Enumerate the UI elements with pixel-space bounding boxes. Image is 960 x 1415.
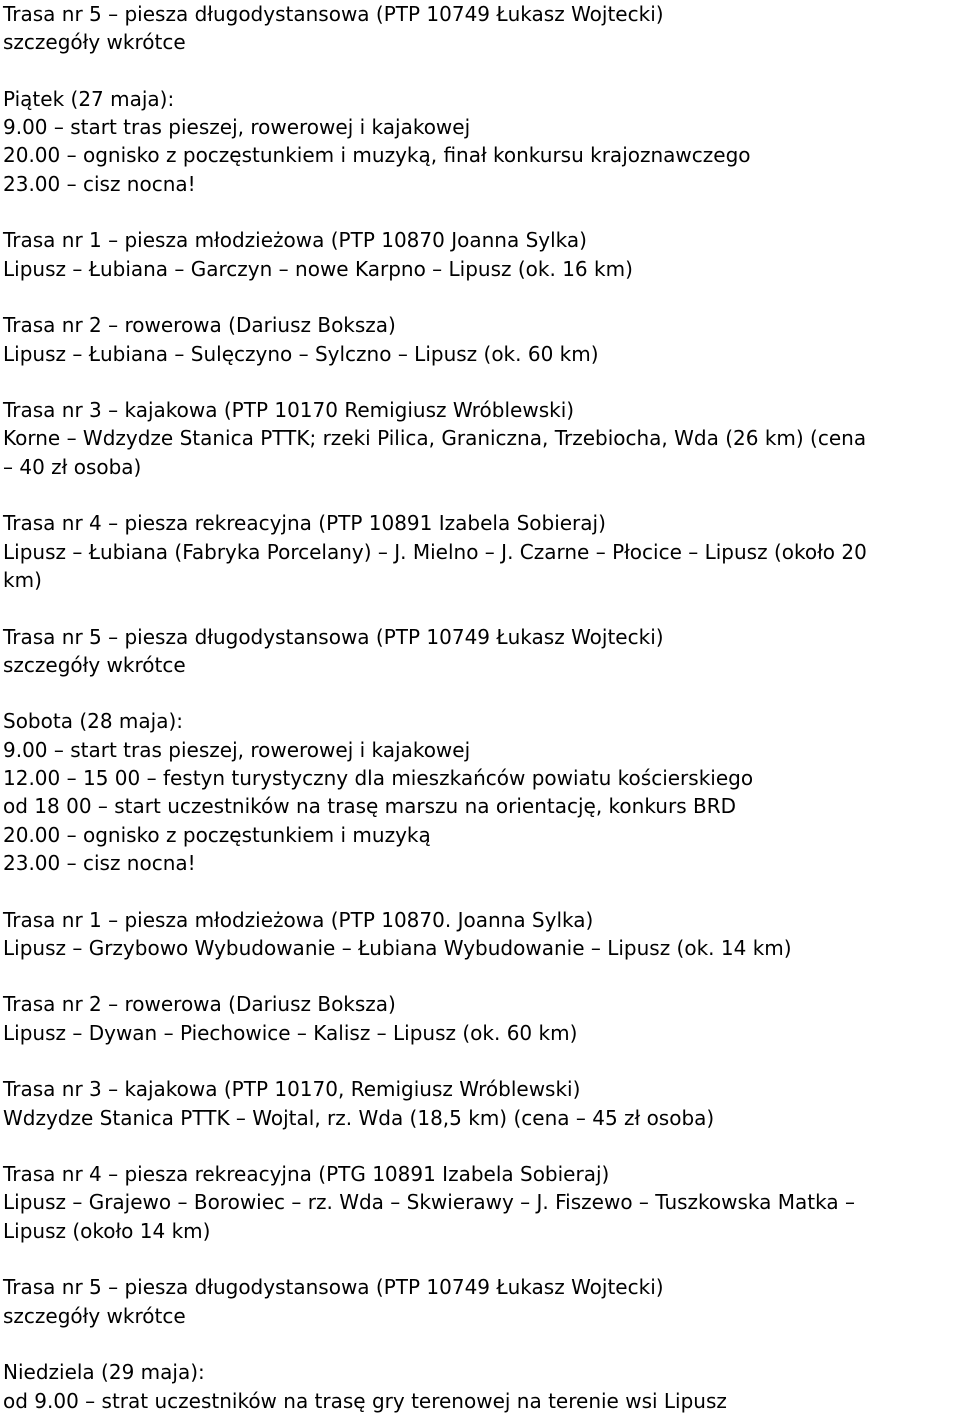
route-details: Lipusz – Łubiana – Garczyn – nowe Karpno – Lipusz (ok. 16 km) — [3, 256, 633, 281]
route-title: Trasa nr 5 – piesza długodystansowa (PTP 10749 Łukasz Wojtecki) — [3, 2, 664, 26]
route-details: Korne – Wdzydze Stanica PTTK; rzeki Pilica, Graniczna, Trzebiocha, Wda (26 km) (cena — [3, 426, 867, 451]
paragraph-gap — [3, 679, 960, 707]
route-title: Trasa nr 5 – piesza długodystansowa (PTP 10749 Łukasz Wojtecki) — [3, 1275, 664, 1300]
paragraph-gap — [3, 57, 960, 85]
schedule-item: od 9.00 – strat uczestników na trasę gry terenowej na terenie wsi Lipusz — [3, 1388, 727, 1413]
paragraph-gap — [3, 1132, 960, 1160]
route-title: Trasa nr 4 – piesza rekreacyjna (PTP 10891 Izabela Sobieraj) — [3, 511, 606, 536]
sunday-schedule — [3, 1358, 960, 1415]
paragraph-gap — [3, 283, 960, 311]
paragraph-gap — [3, 198, 960, 226]
paragraph-gap — [3, 368, 960, 396]
paragraph-gap — [3, 1047, 960, 1075]
route-details: szczegóły wkrótce — [3, 652, 186, 677]
schedule-item: 20.00 – ognisko z poczęstunkiem i muzyką — [3, 822, 431, 847]
route-details: Lipusz – Grzybowo Wybudowanie – Łubiana Wybudowanie – Lipusz (ok. 14 km) — [3, 935, 792, 960]
route-details: Lipusz – Dywan – Piechowice – Kalisz – Lipusz (ok. 60 km) — [3, 1020, 578, 1045]
day-heading: Piątek (27 maja): — [3, 86, 175, 111]
route-5-friday-prelude — [3, 0, 960, 57]
saturday-route-1 — [3, 906, 960, 963]
route-title: Trasa nr 2 – rowerowa (Dariusz Boksza) — [3, 313, 396, 338]
saturday-route-2 — [3, 990, 960, 1047]
paragraph-gap — [3, 1245, 960, 1273]
paragraph-gap — [3, 594, 960, 622]
route-details: szczegóły wkrótce — [3, 30, 186, 55]
friday-schedule — [3, 85, 960, 198]
paragraph-gap — [3, 962, 960, 990]
schedule-item: 9.00 – start tras pieszej, rowerowej i kajakowej — [3, 115, 471, 140]
document-page — [3, 0, 960, 1415]
saturday-route-4 — [3, 1160, 960, 1245]
route-title: Trasa nr 5 – piesza długodystansowa (PTP 10749 Łukasz Wojtecki) — [3, 624, 664, 649]
route-title: Trasa nr 4 – piesza rekreacyjna (PTG 10891 Izabela Sobieraj) — [3, 1162, 610, 1187]
day-heading: Niedziela (29 maja): — [3, 1360, 205, 1385]
route-details: Lipusz – Łubiana (Fabryka Porcelany) – J. Mielno – J. Czarne – Płocice – Lipusz (około 20 — [3, 539, 867, 564]
friday-route-3 — [3, 396, 960, 481]
day-heading: Sobota (28 maja): — [3, 709, 184, 734]
schedule-item: od 18 00 – start uczestników na trasę marszu na orientację, konkurs BRD — [3, 794, 736, 819]
schedule-item: 23.00 – cisz nocna! — [3, 171, 196, 196]
saturday-route-5 — [3, 1273, 960, 1330]
route-details: – 40 zł osoba) — [3, 454, 142, 479]
route-details: szczegóły wkrótce — [3, 1303, 186, 1328]
saturday-schedule — [3, 707, 960, 877]
route-details: km) — [3, 567, 42, 592]
friday-route-5 — [3, 623, 960, 680]
paragraph-gap — [3, 481, 960, 509]
route-details: Lipusz (około 14 km) — [3, 1218, 211, 1243]
route-title: Trasa nr 1 – piesza młodzieżowa (PTP 10870 Joanna Sylka) — [3, 228, 587, 253]
friday-route-1 — [3, 226, 960, 283]
route-title: Trasa nr 3 – kajakowa (PTP 10170, Remigiusz Wróblewski) — [3, 1077, 581, 1102]
friday-route-2 — [3, 311, 960, 368]
route-details: Lipusz – Grajewo – Borowiec – rz. Wda – Skwierawy – J. Fiszewo – Tuszkowska Matka – — [3, 1190, 855, 1215]
schedule-item: 20.00 – ognisko z poczęstunkiem i muzyką, finał konkursu krajoznawczego — [3, 143, 751, 168]
schedule-item: 23.00 – cisz nocna! — [3, 850, 196, 875]
route-title: Trasa nr 3 – kajakowa (PTP 10170 Remigiusz Wróblewski) — [3, 398, 575, 423]
route-title: Trasa nr 2 – rowerowa (Dariusz Boksza) — [3, 992, 396, 1017]
paragraph-gap — [3, 1330, 960, 1358]
paragraph-gap — [3, 877, 960, 905]
friday-route-4 — [3, 509, 960, 594]
route-title: Trasa nr 1 – piesza młodzieżowa (PTP 10870. Joanna Sylka) — [3, 907, 594, 932]
route-details: Wdzydze Stanica PTTK – Wojtal, rz. Wda (18,5 km) (cena – 45 zł osoba) — [3, 1105, 715, 1130]
schedule-item: 12.00 – 15 00 – festyn turystyczny dla mieszkańców powiatu kościerskiego — [3, 766, 754, 791]
saturday-route-3 — [3, 1075, 960, 1132]
schedule-item: 9.00 – start tras pieszej, rowerowej i kajakowej — [3, 737, 471, 762]
route-details: Lipusz – Łubiana – Sulęczyno – Sylczno – Lipusz (ok. 60 km) — [3, 341, 599, 366]
